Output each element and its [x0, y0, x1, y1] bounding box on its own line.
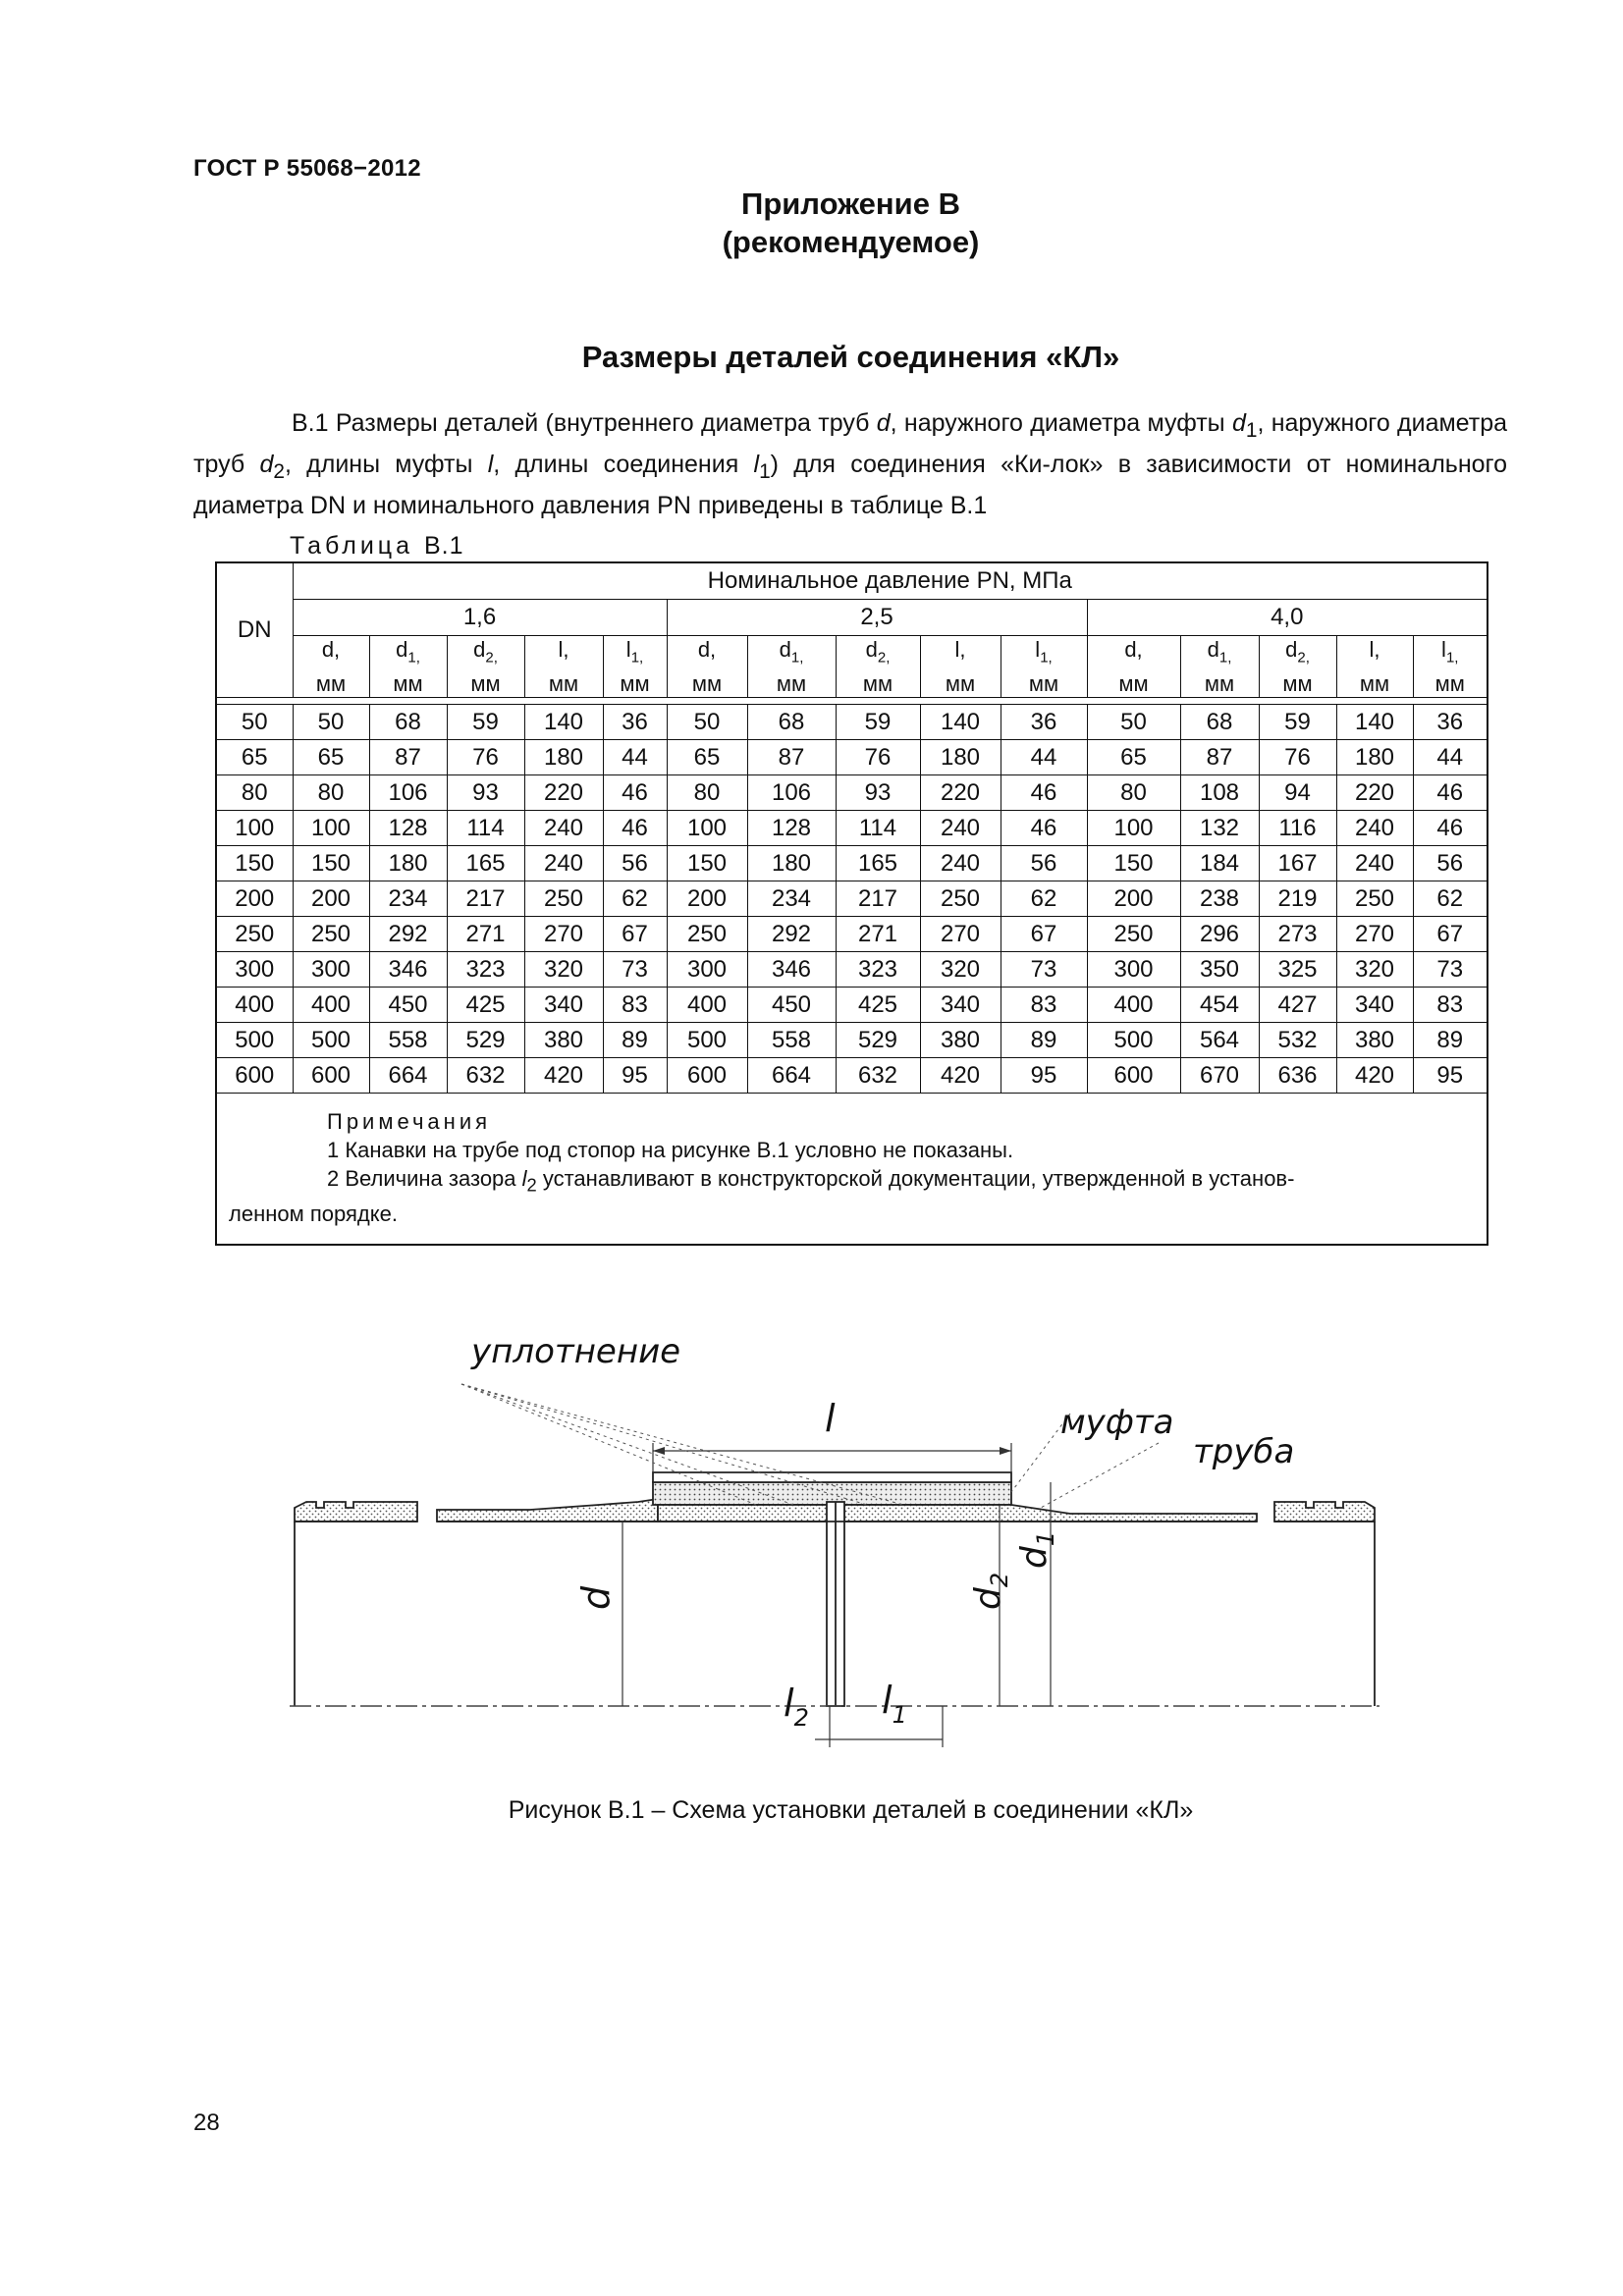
- column-header: $d_{1,}$ мм: [369, 636, 447, 698]
- value-cell: 271: [447, 917, 524, 952]
- pressure-group-2: 2,5: [667, 600, 1087, 636]
- value-cell: 292: [747, 917, 836, 952]
- figure-caption: Рисунок В.1 – Схема установки деталей в соединении «КЛ»: [508, 1796, 1194, 1824]
- value-cell: 140: [920, 705, 1001, 740]
- value-cell: 250: [1087, 917, 1180, 952]
- value-cell: 108: [1180, 775, 1259, 811]
- value-cell: 180: [920, 740, 1001, 775]
- value-cell: 346: [369, 952, 447, 988]
- value-cell: 564: [1180, 1023, 1259, 1058]
- value-cell: 664: [369, 1058, 447, 1094]
- value-cell: 664: [747, 1058, 836, 1094]
- table-row: [216, 775, 1488, 811]
- dim-d: d: [574, 1585, 618, 1610]
- value-cell: 46: [1001, 775, 1087, 811]
- value-cell: 80: [667, 775, 747, 811]
- value-cell: 67: [603, 917, 667, 952]
- column-header: $l_{1,}$ мм: [1001, 636, 1087, 698]
- value-cell: 73: [1001, 952, 1087, 988]
- value-cell: 76: [1259, 740, 1336, 775]
- dim-l2: $l_2$: [784, 1682, 809, 1732]
- notes-title: Примечания: [327, 1109, 492, 1135]
- table-row: [216, 988, 1488, 1023]
- section-title: Размеры деталей соединения «КЛ»: [581, 340, 1120, 374]
- value-cell: 150: [1087, 846, 1180, 881]
- value-cell: 89: [1413, 1023, 1488, 1058]
- value-cell: 529: [836, 1023, 920, 1058]
- appendix-title: Приложение В: [741, 187, 960, 221]
- value-cell: 62: [603, 881, 667, 917]
- value-cell: 220: [524, 775, 603, 811]
- column-header: l, мм: [1336, 636, 1413, 698]
- value-cell: 180: [747, 846, 836, 881]
- column-header: $d_{2,}$ мм: [1259, 636, 1336, 698]
- value-cell: 600: [293, 1058, 369, 1094]
- value-cell: 250: [667, 917, 747, 952]
- value-cell: 240: [920, 811, 1001, 846]
- page-number: 28: [193, 2109, 220, 2136]
- value-cell: 340: [524, 988, 603, 1023]
- value-cell: 400: [293, 988, 369, 1023]
- value-cell: 270: [1336, 917, 1413, 952]
- value-cell: 420: [1336, 1058, 1413, 1094]
- value-cell: 44: [1413, 740, 1488, 775]
- value-cell: 270: [920, 917, 1001, 952]
- value-cell: 529: [447, 1023, 524, 1058]
- dim-l: l: [825, 1397, 836, 1440]
- value-cell: 93: [447, 775, 524, 811]
- table-notes: [216, 1094, 1488, 1245]
- appendix-subtitle: (рекомендуемое): [722, 225, 980, 259]
- dn-cell: 200: [216, 881, 293, 917]
- table-row: [216, 1023, 1488, 1058]
- value-cell: 325: [1259, 952, 1336, 988]
- value-cell: 320: [920, 952, 1001, 988]
- value-cell: 36: [603, 705, 667, 740]
- value-cell: 220: [1336, 775, 1413, 811]
- column-header: $l_{1,}$ мм: [1413, 636, 1488, 698]
- value-cell: 56: [1001, 846, 1087, 881]
- value-cell: 150: [667, 846, 747, 881]
- value-cell: 150: [293, 846, 369, 881]
- value-cell: 65: [1087, 740, 1180, 775]
- value-cell: 62: [1001, 881, 1087, 917]
- value-cell: 217: [447, 881, 524, 917]
- value-cell: 217: [836, 881, 920, 917]
- pressure-group-1: 1,6: [293, 600, 667, 636]
- value-cell: 140: [1336, 705, 1413, 740]
- value-cell: 380: [524, 1023, 603, 1058]
- value-cell: 250: [293, 917, 369, 952]
- value-cell: 106: [747, 775, 836, 811]
- value-cell: 100: [667, 811, 747, 846]
- value-cell: 80: [293, 775, 369, 811]
- value-cell: 80: [1087, 775, 1180, 811]
- note-2-cont: ленном порядке.: [229, 1201, 398, 1226]
- pressure-group-3: 4,0: [1087, 600, 1488, 636]
- value-cell: 271: [836, 917, 920, 952]
- value-cell: 200: [1087, 881, 1180, 917]
- value-cell: 65: [293, 740, 369, 775]
- value-cell: 340: [920, 988, 1001, 1023]
- value-cell: 46: [1413, 775, 1488, 811]
- value-cell: 165: [447, 846, 524, 881]
- value-cell: 87: [369, 740, 447, 775]
- dim-d2: $d_2$: [968, 1572, 1013, 1610]
- value-cell: 240: [1336, 846, 1413, 881]
- label-seal: уплотнение: [471, 1332, 681, 1371]
- value-cell: 56: [603, 846, 667, 881]
- column-header: l, мм: [524, 636, 603, 698]
- value-cell: 500: [1087, 1023, 1180, 1058]
- label-coupling: муфта: [1060, 1403, 1174, 1442]
- value-cell: 128: [369, 811, 447, 846]
- dn-cell: 500: [216, 1023, 293, 1058]
- value-cell: 240: [920, 846, 1001, 881]
- dn-cell: 300: [216, 952, 293, 988]
- value-cell: 234: [747, 881, 836, 917]
- value-cell: 100: [293, 811, 369, 846]
- dim-d1: $d_1$: [1014, 1530, 1059, 1569]
- column-header: l, мм: [920, 636, 1001, 698]
- value-cell: 83: [1413, 988, 1488, 1023]
- value-cell: 95: [1413, 1058, 1488, 1094]
- value-cell: 89: [1001, 1023, 1087, 1058]
- table-row: [216, 881, 1488, 917]
- value-cell: 73: [603, 952, 667, 988]
- value-cell: 270: [524, 917, 603, 952]
- table-caption: Таблица В.1: [290, 532, 464, 560]
- value-cell: 89: [603, 1023, 667, 1058]
- column-header: $d_{2,}$ мм: [836, 636, 920, 698]
- value-cell: 44: [603, 740, 667, 775]
- value-cell: 240: [524, 846, 603, 881]
- value-cell: 200: [667, 881, 747, 917]
- table-row: [216, 952, 1488, 988]
- value-cell: 636: [1259, 1058, 1336, 1094]
- value-cell: 234: [369, 881, 447, 917]
- value-cell: 165: [836, 846, 920, 881]
- value-cell: 300: [1087, 952, 1180, 988]
- column-header: d, мм: [1087, 636, 1180, 698]
- value-cell: 68: [1180, 705, 1259, 740]
- table-row: [216, 705, 1488, 740]
- value-cell: 132: [1180, 811, 1259, 846]
- value-cell: 67: [1001, 917, 1087, 952]
- value-cell: 340: [1336, 988, 1413, 1023]
- value-cell: 500: [667, 1023, 747, 1058]
- value-cell: 76: [836, 740, 920, 775]
- value-cell: 62: [1413, 881, 1488, 917]
- table-row: [216, 917, 1488, 952]
- column-header: d, мм: [293, 636, 369, 698]
- value-cell: 250: [920, 881, 1001, 917]
- value-cell: 454: [1180, 988, 1259, 1023]
- value-cell: 450: [369, 988, 447, 1023]
- value-cell: 632: [836, 1058, 920, 1094]
- value-cell: 670: [1180, 1058, 1259, 1094]
- value-cell: 50: [293, 705, 369, 740]
- value-cell: 100: [1087, 811, 1180, 846]
- column-header: $d_{1,}$ мм: [1180, 636, 1259, 698]
- value-cell: 250: [1336, 881, 1413, 917]
- value-cell: 238: [1180, 881, 1259, 917]
- dn-cell: 600: [216, 1058, 293, 1094]
- value-cell: 450: [747, 988, 836, 1023]
- table-row: [216, 811, 1488, 846]
- value-cell: 44: [1001, 740, 1087, 775]
- value-cell: 323: [447, 952, 524, 988]
- value-cell: 87: [747, 740, 836, 775]
- value-cell: 200: [293, 881, 369, 917]
- value-cell: 320: [1336, 952, 1413, 988]
- value-cell: 184: [1180, 846, 1259, 881]
- value-cell: 240: [524, 811, 603, 846]
- value-cell: 106: [369, 775, 447, 811]
- value-cell: 36: [1001, 705, 1087, 740]
- column-header: d, мм: [667, 636, 747, 698]
- value-cell: 425: [447, 988, 524, 1023]
- dimensions-table: [215, 561, 1488, 1246]
- value-cell: 600: [667, 1058, 747, 1094]
- value-cell: 76: [447, 740, 524, 775]
- value-cell: 250: [524, 881, 603, 917]
- value-cell: 46: [1413, 811, 1488, 846]
- value-cell: 68: [747, 705, 836, 740]
- value-cell: 46: [603, 775, 667, 811]
- value-cell: 600: [1087, 1058, 1180, 1094]
- value-cell: 95: [1001, 1058, 1087, 1094]
- dn-cell: 100: [216, 811, 293, 846]
- value-cell: 93: [836, 775, 920, 811]
- value-cell: 420: [524, 1058, 603, 1094]
- value-cell: 219: [1259, 881, 1336, 917]
- value-cell: 400: [1087, 988, 1180, 1023]
- value-cell: 292: [369, 917, 447, 952]
- value-cell: 400: [667, 988, 747, 1023]
- value-cell: 380: [1336, 1023, 1413, 1058]
- column-header: $d_{1,}$ мм: [747, 636, 836, 698]
- dn-cell: 150: [216, 846, 293, 881]
- value-cell: 59: [1259, 705, 1336, 740]
- value-cell: 558: [369, 1023, 447, 1058]
- value-cell: 114: [836, 811, 920, 846]
- value-cell: 50: [1087, 705, 1180, 740]
- table-row: [216, 740, 1488, 775]
- value-cell: 180: [524, 740, 603, 775]
- value-cell: 300: [293, 952, 369, 988]
- note-1: 1 Канавки на трубе под стопор на рисунке В.1 условно не показаны.: [327, 1138, 1014, 1163]
- dn-header: DN: [216, 562, 293, 698]
- dn-cell: 400: [216, 988, 293, 1023]
- value-cell: 427: [1259, 988, 1336, 1023]
- column-header: $d_{2,}$ мм: [447, 636, 524, 698]
- value-cell: 350: [1180, 952, 1259, 988]
- value-cell: 425: [836, 988, 920, 1023]
- value-cell: 180: [369, 846, 447, 881]
- value-cell: 59: [447, 705, 524, 740]
- value-cell: 300: [667, 952, 747, 988]
- value-cell: 180: [1336, 740, 1413, 775]
- value-cell: 68: [369, 705, 447, 740]
- value-cell: 46: [603, 811, 667, 846]
- value-cell: 83: [603, 988, 667, 1023]
- value-cell: 94: [1259, 775, 1336, 811]
- value-cell: 59: [836, 705, 920, 740]
- intro-paragraph: В.1 Размеры деталей (внутреннего диаметра труб d, наружного диаметра муфты $d_1$, наружного диаметра труб $d_2$, длины муфты l, длины соединения $l_1$) для соединения «Ки-лок» в зависимости от номинального диаметра DN и номинального давления PN приведены в таблице В.1: [193, 409, 1508, 519]
- value-cell: 65: [667, 740, 747, 775]
- coupling-diagram: [285, 1315, 1443, 1767]
- left-pipe-body: [437, 1499, 658, 1522]
- value-cell: 140: [524, 705, 603, 740]
- value-cell: 67: [1413, 917, 1488, 952]
- pressure-header: Номинальное давление PN, МПа: [293, 562, 1488, 600]
- value-cell: 83: [1001, 988, 1087, 1023]
- value-cell: 36: [1413, 705, 1488, 740]
- value-cell: 500: [293, 1023, 369, 1058]
- value-cell: 532: [1259, 1023, 1336, 1058]
- label-pipe: труба: [1193, 1432, 1295, 1471]
- table-row: [216, 1058, 1488, 1094]
- value-cell: 73: [1413, 952, 1488, 988]
- standard-designation: ГОСТ Р 55068−2012: [193, 155, 421, 182]
- note-2: 2 Величина зазора $l_2$ устанавливают в конструкторской документации, утвержденной в установ-: [327, 1166, 1295, 1196]
- dn-cell: 65: [216, 740, 293, 775]
- value-cell: 114: [447, 811, 524, 846]
- value-cell: 116: [1259, 811, 1336, 846]
- value-cell: 296: [1180, 917, 1259, 952]
- column-header: $l_{1,}$ мм: [603, 636, 667, 698]
- value-cell: 632: [447, 1058, 524, 1094]
- value-cell: 320: [524, 952, 603, 988]
- left-pipe-wall: [295, 1502, 417, 1522]
- dn-cell: 50: [216, 705, 293, 740]
- value-cell: 50: [667, 705, 747, 740]
- right-pipe-wall: [1274, 1502, 1375, 1522]
- dn-cell: 80: [216, 775, 293, 811]
- value-cell: 167: [1259, 846, 1336, 881]
- value-cell: 273: [1259, 917, 1336, 952]
- value-cell: 346: [747, 952, 836, 988]
- table-row: [216, 846, 1488, 881]
- value-cell: 240: [1336, 811, 1413, 846]
- dn-cell: 250: [216, 917, 293, 952]
- value-cell: 56: [1413, 846, 1488, 881]
- value-cell: 87: [1180, 740, 1259, 775]
- value-cell: 558: [747, 1023, 836, 1058]
- dim-l1: $l_1$: [882, 1679, 907, 1729]
- value-cell: 128: [747, 811, 836, 846]
- value-cell: 46: [1001, 811, 1087, 846]
- value-cell: 220: [920, 775, 1001, 811]
- value-cell: 323: [836, 952, 920, 988]
- value-cell: 380: [920, 1023, 1001, 1058]
- value-cell: 420: [920, 1058, 1001, 1094]
- value-cell: 95: [603, 1058, 667, 1094]
